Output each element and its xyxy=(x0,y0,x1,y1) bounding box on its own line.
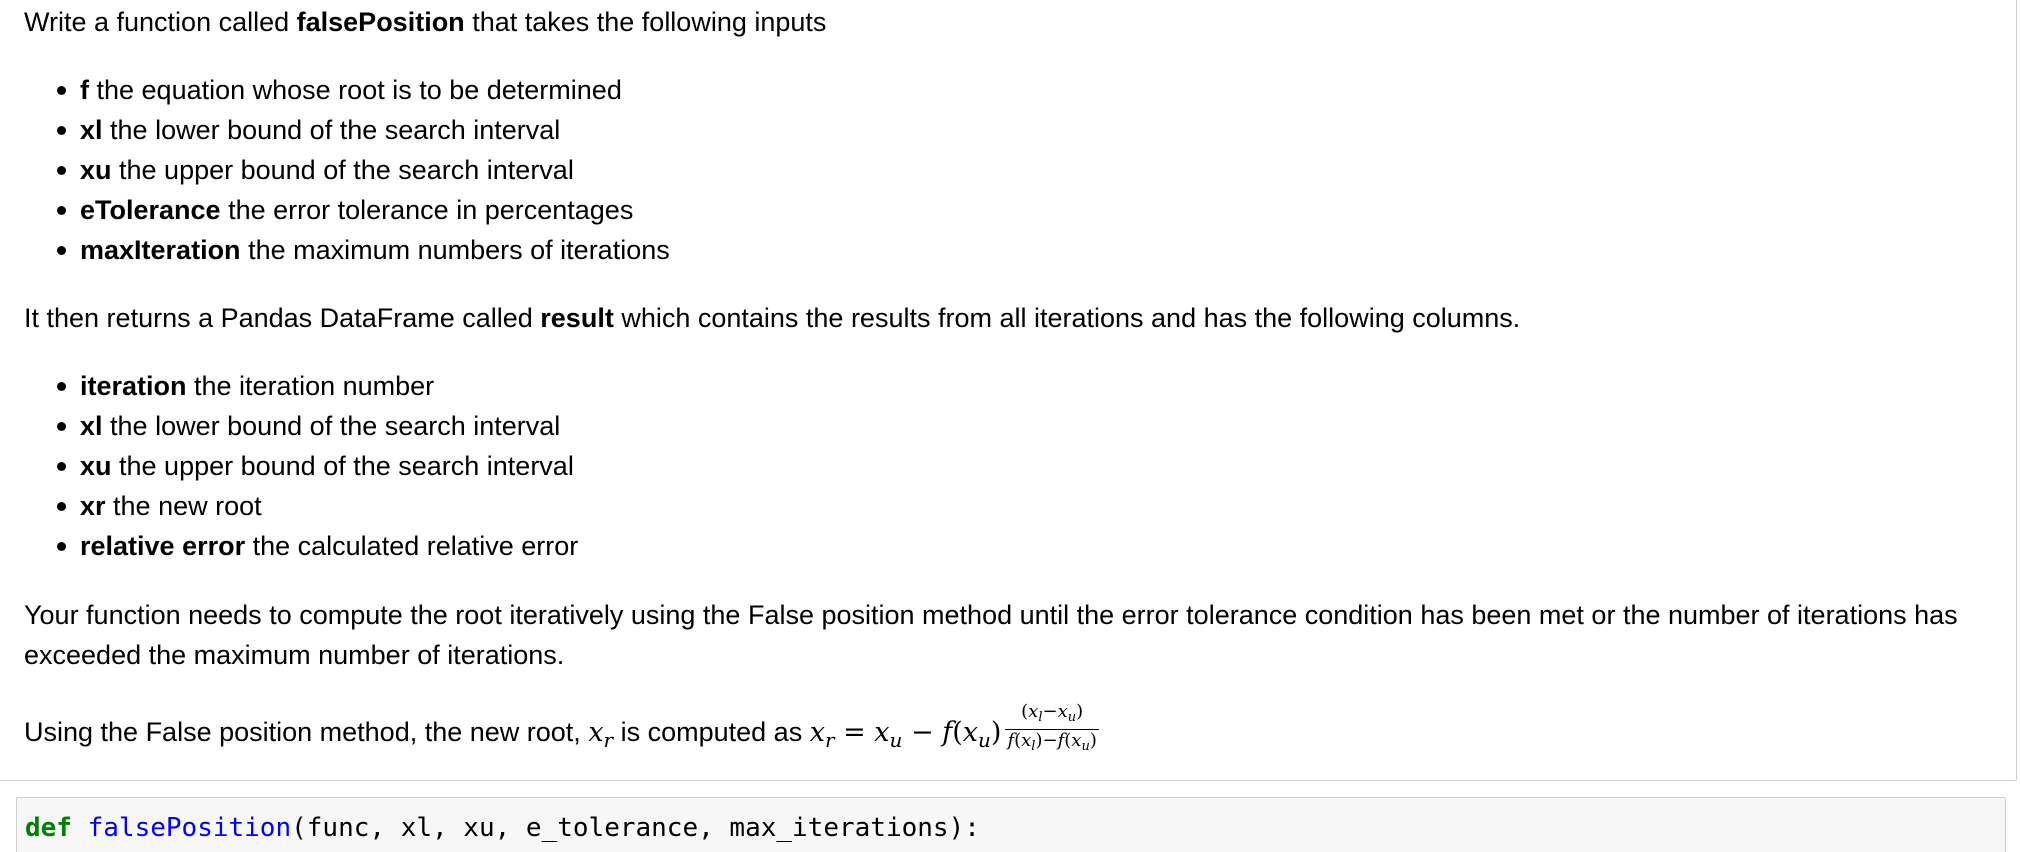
formula-fraction xyxy=(1005,701,1098,758)
code-function-name: falsePosition xyxy=(87,813,292,843)
list-item: xr the new root xyxy=(24,486,578,526)
list-item: xl the lower bound of the search interval xyxy=(24,406,578,446)
bullet-icon xyxy=(57,206,66,215)
def-keyword: def xyxy=(25,813,72,843)
code-line[interactable] xyxy=(25,810,980,846)
code-cell[interactable] xyxy=(16,797,2006,852)
formula-paragraph: Using the False position method, the new root, $x_r$ is computed as $x_r = x_u - f(x_u)$ $\frac{(x_l-x_u)}{f(x_l)-f(x_u)}$ xyxy=(24,705,1099,762)
function-name: falsePosition xyxy=(296,7,465,37)
result-name: result xyxy=(540,303,614,333)
xr-symbol: $x_r$ xyxy=(588,717,614,752)
description-paragraph: Your function needs to compute the root iteratively using the False position method until the error tolerance condition has been met or the number of iterations has exceeded the maximum number of iterations. xyxy=(24,600,1958,670)
bullet-icon xyxy=(57,166,66,175)
bullet-icon xyxy=(57,382,66,391)
list-item: iteration the iteration number xyxy=(24,366,578,406)
bullet-icon xyxy=(57,126,66,135)
formula-expression: $x_r = x_u - f(x_u)$ $\frac{(x_l-x_u)}{f(x_l)-f(x_u)}$ xyxy=(810,717,1099,748)
returns-paragraph: It then returns a Pandas DataFrame called result which contains the results from all iterations and has the following columns. xyxy=(24,303,1521,333)
list-item: f the equation whose root is to be determined xyxy=(24,70,670,110)
list-item: xu the upper bound of the search interval xyxy=(24,150,670,190)
list-item: xu the upper bound of the search interval xyxy=(24,446,578,486)
bullet-icon xyxy=(57,422,66,431)
fraction-numerator: $(x_l-x_u)$ xyxy=(1005,701,1098,730)
code-signature: (func, xl, xu, e_tolerance, max_iterations): xyxy=(291,813,980,843)
list-item: xl the lower bound of the search interval xyxy=(24,110,670,150)
inputs-list xyxy=(24,70,670,270)
list-item: relative error the calculated relative error xyxy=(24,526,578,566)
bullet-icon xyxy=(57,86,66,95)
bullet-icon xyxy=(57,246,66,255)
bullet-icon xyxy=(57,462,66,471)
intro-paragraph: Write a function called falsePosition that takes the following inputs xyxy=(24,7,827,37)
list-item: maxIteration the maximum numbers of iterations xyxy=(24,230,670,270)
bullet-icon xyxy=(57,502,66,511)
fraction-denominator: $f(x_l)-f(x_u)$ xyxy=(1007,730,1097,754)
columns-list xyxy=(24,366,578,566)
list-item: eTolerance the error tolerance in percentages xyxy=(24,190,670,230)
bullet-icon xyxy=(57,542,66,551)
